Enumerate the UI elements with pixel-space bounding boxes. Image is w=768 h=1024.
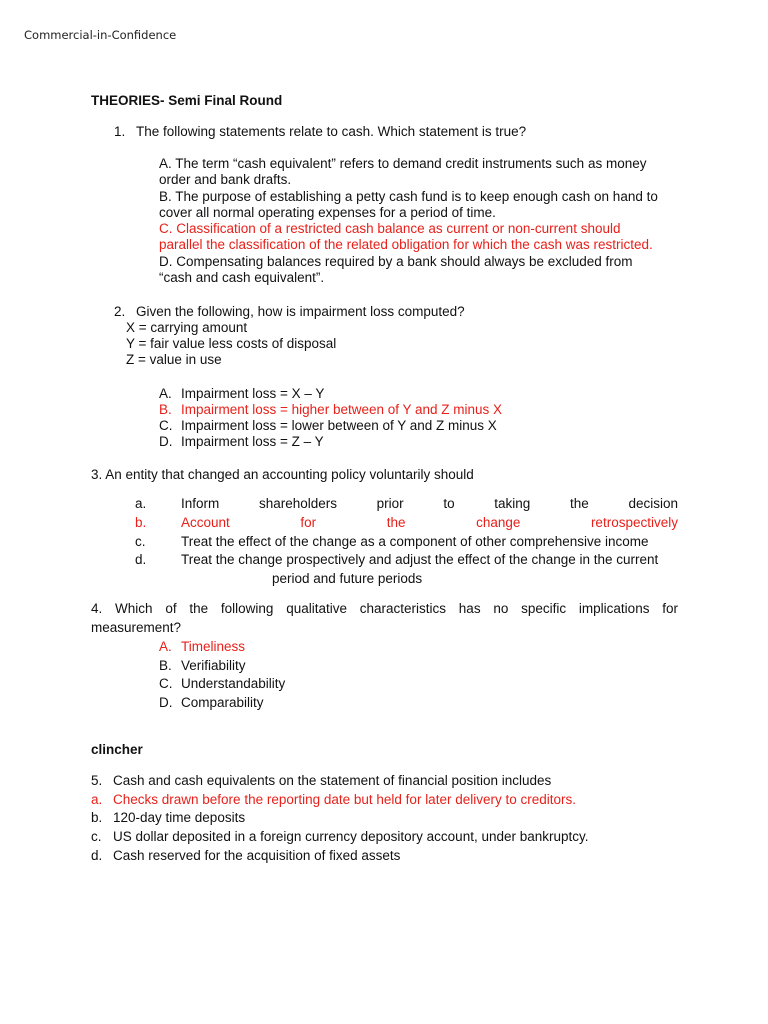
q1-option-a-line1: A. The term “cash equivalent” refers to demand credit instruments such as money: [159, 156, 647, 171]
q4-question-line1: 4. Which of the following qualitative characteristics has no specific implications for: [91, 601, 678, 616]
q3-option-a: [135, 496, 678, 513]
q3-option-c-letter: c.: [135, 534, 146, 549]
q1-question: [114, 124, 526, 140]
q2-options: [159, 386, 502, 450]
q1-option-a-line2: order and bank drafts.: [159, 172, 292, 187]
q2-question: [114, 304, 465, 320]
q3-option-b-correct: [135, 515, 678, 532]
q2-number: 2.: [114, 304, 126, 319]
q5-option-d: d. Cash reserved for the acquisition of fixed assets: [91, 847, 401, 863]
q1-option-b-line2: cover all normal operating expenses for a period of time.: [159, 205, 496, 220]
q2-option-c: C. Impairment loss = lower between of Y and Z minus X: [159, 418, 497, 433]
q1-option-c-line2: parallel the classification of the related obligation for which the cash was restricted.: [159, 237, 653, 252]
q4-option-c: C. Understandability: [159, 676, 286, 692]
document-header: Commercial-in-Confidence: [24, 28, 177, 42]
q1-option-b-line1: B. The purpose of establishing a petty cash fund is to keep enough cash on hand to: [159, 189, 658, 204]
q3-option-a-text: Inform shareholders prior to taking the decision: [181, 496, 678, 511]
q5-option-b: b. 120-day time deposits: [91, 810, 246, 826]
q5-question: 5. Cash and cash equivalents on the statement of financial position includes: [91, 773, 552, 788]
q3-option-a-letter: a.: [135, 496, 147, 511]
q3-option-c-text: Treat the effect of the change as a component of other comprehensive income: [181, 534, 649, 549]
q1-option-c-correct: [159, 221, 653, 253]
q2-option-b-correct: B. Impairment loss = higher between of Y and Z minus X: [159, 402, 503, 417]
q4-option-a-correct: A. Timeliness: [159, 639, 246, 654]
q1-option-d-line2: “cash and cash equivalent”.: [159, 270, 325, 285]
q1-option-b: [159, 189, 658, 221]
clincher-question-block: [91, 772, 589, 866]
q2-given-y: Y = fair value less costs of disposal: [126, 336, 337, 351]
q3-option-d-line1: Treat the change prospectively and adjust the effect of the change in the current: [181, 552, 659, 567]
q1-option-c-line1: C. Classification of a restricted cash balance as current or non-current should: [159, 221, 621, 236]
q3-option-d-letter: d.: [135, 552, 147, 567]
q4-option-b: B. Verifiability: [159, 657, 246, 673]
q4-options: [159, 638, 285, 713]
q4-option-d: D. Comparability: [159, 695, 264, 711]
q1-option-a: [159, 156, 646, 188]
q3-option-b-text: Account for the change retrospectively: [181, 515, 678, 530]
q1-option-d-line1: D. Compensating balances required by a bank should always be excluded from: [159, 254, 633, 269]
q2-text: Given the following, how is impairment loss computed?: [136, 304, 465, 319]
q1-number: 1.: [114, 124, 126, 139]
q1-text: The following statements relate to cash. Which statement is true?: [136, 124, 527, 139]
q3-option-d-line2: period and future periods: [272, 571, 423, 586]
q3-option-b-letter: b.: [135, 515, 147, 530]
q3-option-d: [135, 552, 678, 569]
q1-option-d: [159, 254, 633, 286]
q2-given-x: X = carrying amount: [126, 320, 248, 335]
q2-option-a: A. Impairment loss = X – Y: [159, 386, 325, 401]
q3-option-c: [135, 534, 678, 551]
page-title: THEORIES- Semi Final Round: [91, 93, 283, 108]
clincher-heading: clincher: [91, 742, 143, 757]
q4-question-line2: measurement?: [91, 620, 182, 635]
q5-option-c: c. US dollar deposited in a foreign currency depository account, under bankruptcy.: [91, 829, 589, 845]
q3-question: 3. An entity that changed an accounting policy voluntarily should: [91, 467, 474, 482]
q2-givens: [126, 320, 336, 368]
q2-option-d: D. Impairment loss = Z – Y: [159, 434, 324, 449]
q2-given-z: Z = value in use: [126, 352, 222, 367]
q5-option-a-correct: a. Checks drawn before the reporting date but held for later delivery to creditors.: [91, 791, 576, 807]
